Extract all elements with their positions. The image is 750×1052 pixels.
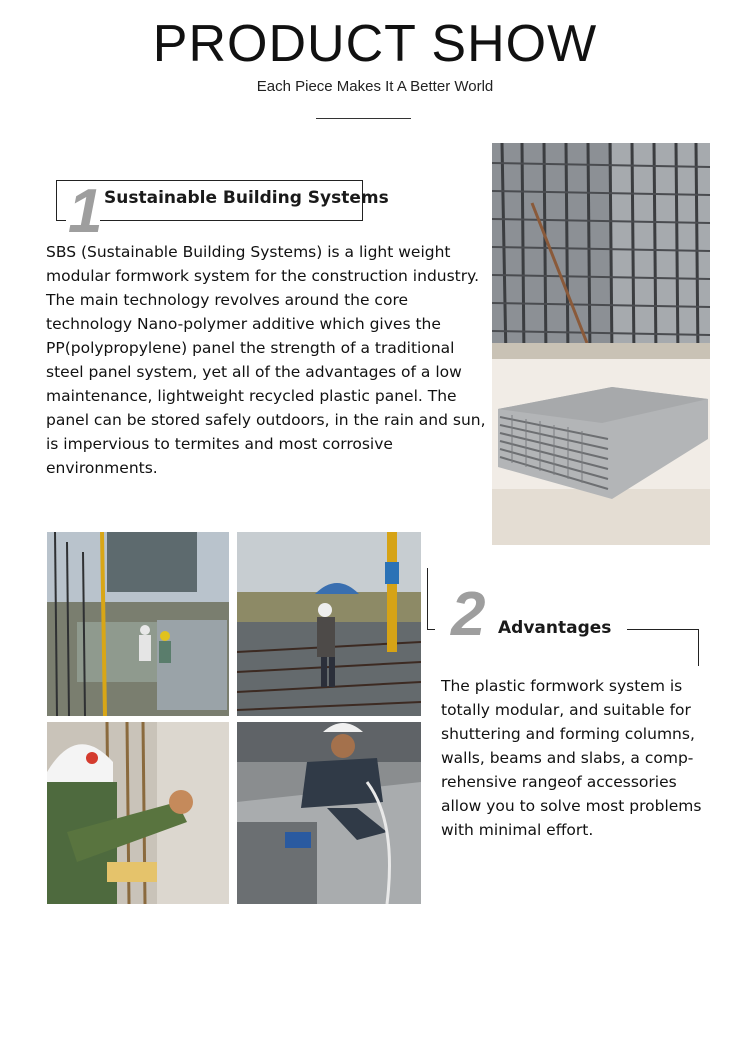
worker-helmet-photo [47,722,229,904]
plastic-panel-stack-photo [492,359,710,545]
section2-body: The plastic formwork system is totally modular, and suitable for shuttering and forming columns, walls, beams and slabs, a comp-rehensive rangeof accessories allow you to solve most problems with minimal effort. [441,677,702,839]
construction-site-photo [47,532,229,716]
deck-workers-photo [237,532,421,716]
section1-body: SBS (Sustainable Building Systems) is a light weight modular formwork system for the construction industry. The main technology revolves around the core technology Nano-polymer additive which gives the PP(polypropylene) panel the strength of a traditional steel panel system, yet all of the advantages of a low maintenance, lightweight recycled plastic panel. The panel can be stored safely outdoors, in the rain and sun, is impervious to termites and most corrosive environments. [46,243,486,477]
section1-number: 1 [68,177,103,246]
section2-frame-right [698,629,699,666]
worker-cutting-panel-photo [237,722,421,904]
page-title: PRODUCT SHOW [152,15,598,73]
rebar-formwork-photo [492,143,710,359]
section2-heading: Advantages [498,618,612,638]
page-subtitle: Each Piece Makes It A Better World [256,78,494,95]
section2-frame-bottom-left [427,629,435,630]
title-divider [316,118,411,119]
section2-frame-left [427,568,428,630]
section2-frame-top-right [627,629,699,630]
section2-number: 2 [451,580,486,649]
section1-heading: Sustainable Building Systems [104,188,389,208]
